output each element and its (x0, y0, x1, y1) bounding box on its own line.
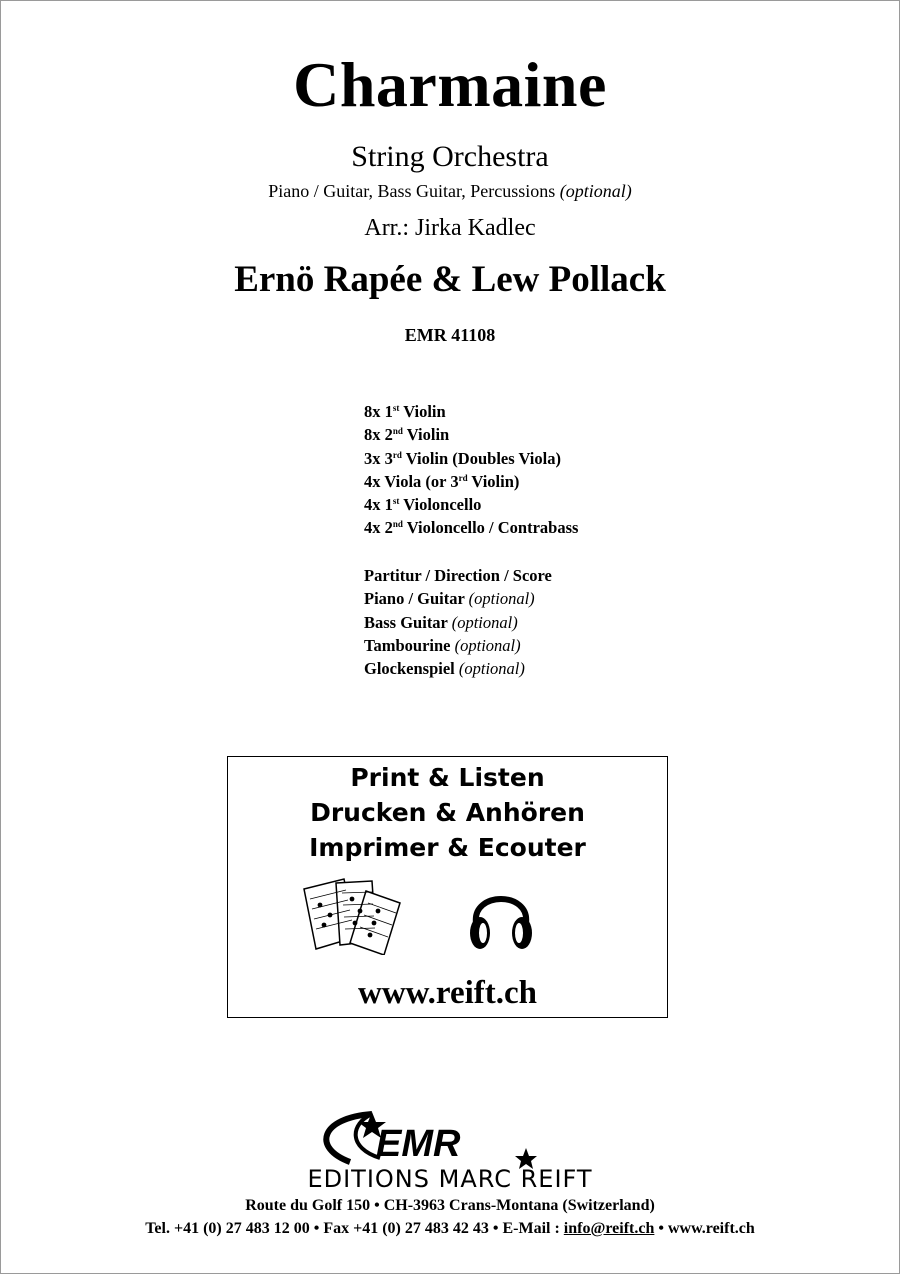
instrumentation-optional: (optional) (559, 181, 632, 201)
contact-website: • www.reift.ch (654, 1220, 755, 1237)
part-item: Tambourine (optional) (364, 635, 521, 655)
part-item: Glockenspiel (optional) (364, 659, 525, 679)
print-listen-box (227, 756, 668, 1018)
instrumentation-text: Piano / Guitar, Bass Guitar, Percussions (268, 181, 556, 201)
listen-line-french: Imprimer & Ecouter (309, 833, 586, 862)
part-item: Partitur / Direction / Score (364, 566, 552, 585)
contact-phone-fax: Tel. +41 (0) 27 483 12 00 • Fax +41 (0) 27 483 42 43 • E-Mail : (145, 1220, 564, 1237)
subtitle: String Orchestra (351, 140, 549, 173)
instrumentation-line (0, 181, 900, 202)
part-item: 8x 1st Violin (364, 402, 446, 421)
part-item: 4x 1st Violoncello (364, 495, 482, 515)
part-item: 4x 2nd Violoncello / Contrabass (364, 518, 579, 538)
website-url[interactable]: www.reift.ch (357, 975, 538, 1011)
publisher-address: Route du Golf 150 • CH-3963 Crans-Montana (Switzerland) (245, 1197, 655, 1214)
svg-text:EMR: EMR (376, 1123, 461, 1165)
part-item: 4x Viola (or 3rd Violin) (364, 471, 520, 491)
part-item: Bass Guitar (optional) (364, 612, 518, 632)
part-item: 3x 3rd Violin (Doubles Viola) (364, 448, 561, 468)
listen-line-english: Print & Listen (350, 763, 545, 792)
publisher-name: EDITIONS MARC REIFT (307, 1165, 593, 1193)
arranger: Arr.: Jirka Kadlec (364, 215, 536, 241)
other-parts-list (364, 564, 552, 680)
string-parts-list (364, 400, 578, 540)
email-link[interactable]: info@reift.ch (563, 1220, 655, 1237)
listen-line-german: Drucken & Anhören (310, 798, 585, 827)
composers: Ernö Rapée & Lew Pollack (234, 259, 666, 300)
publisher-contact (0, 1220, 900, 1238)
emr-logo (310, 1108, 590, 1170)
part-item: 8x 2nd Violin (364, 425, 450, 445)
headphones-icon (466, 881, 536, 953)
page-title: Charmaine (293, 49, 607, 120)
sheet-music-icon (300, 875, 410, 955)
catalog-number: EMR 41108 (404, 325, 496, 345)
part-item: Piano / Guitar (optional) (364, 589, 535, 609)
